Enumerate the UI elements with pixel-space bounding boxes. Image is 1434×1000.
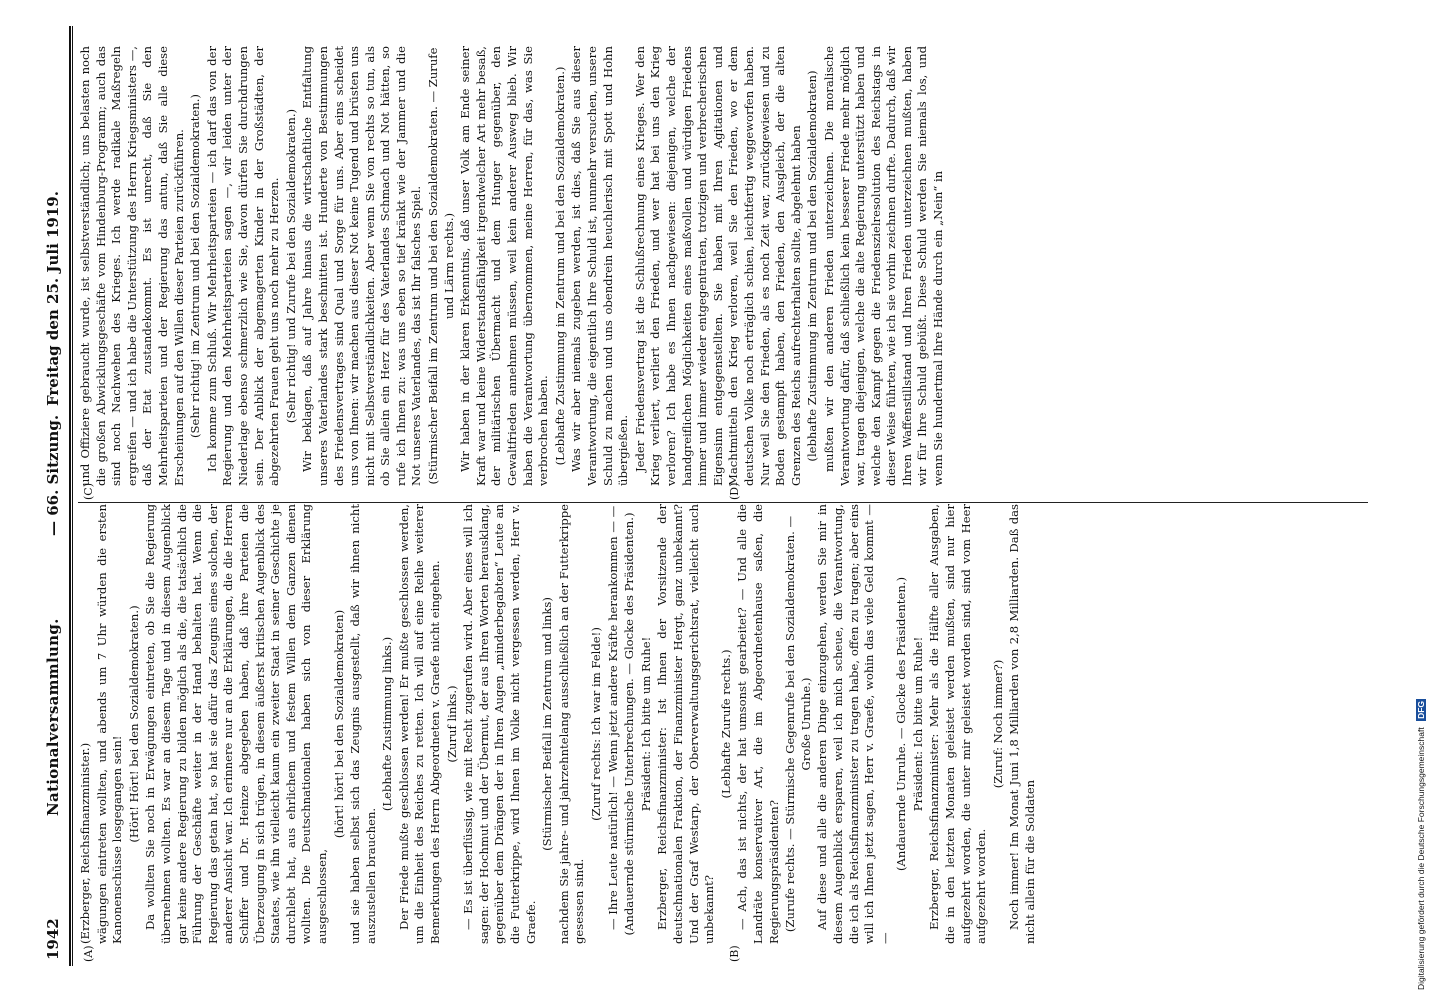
paragraph: (Zuruf: Noch immer?) (990, 659, 1005, 789)
paragraph: Ich komme zum Schluß. Wir Mehrheitsparteien — ich darf das von der Regierung und den Mehrheitsparteien sagen —, wir leiden unter der Niederlage ebenso schmerzlich wie Sie, davon dürfen Sie durchdrungen sein. Der Anblick der abgemagerten Kinder in der Großstädten, der abgezehrten Frauen geht uns noch mehr zu Herzen. (204, 46, 282, 486)
paragraph: mußten wir den anderen Frieden unterzeichnen. Die moralische Verantwortung dafür, daß schließlich kein besserer Friede mehr möglich war, tragen diejenigen, welche die alte Regierung unterstützt haben und welche den Kampf gegen die Friedenszielresolution des Reichstags in dieser Weise führten, wie ich sie vorhin zeichnen durfte. Dadurch, daß wir Ihren Waffenstillstand und Ihren Frieden unterzeichnen mußten, haben wir für Ihre Schuld gebüßt. Diese Schuld werden Sie niemals los, und wenn Sie hundertmal Ihre Hände durch ein „Nein“ in (821, 46, 946, 486)
paragraph: Präsident: Ich bitte um Ruhe! (910, 636, 925, 812)
paragraph: — Ihre Leute natürlich! — Wenn jetzt andere Kräfte herankommen — — (605, 505, 620, 930)
margin-mark-d: (D) (728, 482, 741, 500)
paragraph: nachdem Sie jahre- und jahrzehntelang ausschließlich an der Futterkrippe gesessen sind. (556, 504, 587, 944)
paragraph: — Es ist überflüssig, wie mit Recht zugerufen wird. Aber eines will ich sagen: der Hochmut und der Übermut, der aus Ihren Worten herausklang, gegenüber dem Drängen der in Ihren Augen „minderbegabten“ Leute an die Futterkrippe, wird Ihnen im Volke nicht vergessen werden, Herr v. Graefe. (461, 504, 538, 944)
digitization-sidebar (1414, 0, 1430, 1000)
paragraph: (Zurufe rechts. — Stürmische Gegenrufe bei den Sozialdemokraten. — Große Unruhe.) (783, 515, 813, 933)
left-text-column (78, 504, 1368, 944)
paragraph: (Sehr richtig! im Zentrum und bei den Sozialdemokraten.) (188, 94, 203, 438)
column-divider (78, 502, 1368, 503)
session-date: Freitag den 25. Juli 1919. (44, 191, 62, 406)
sidebar-credit (1416, 0, 1430, 990)
margin-mark-a: (A) (82, 945, 95, 962)
paragraph: Noch immer! Im Monat Juni 1,8 Milliarden von 2,8 Milliarden. Daß das nicht allein für die Soldaten (1007, 504, 1038, 944)
paragraph: (Zuruf links.) (444, 685, 459, 763)
paragraph: (Hört! Hört! bei den Sozialdemokraten.) (126, 605, 141, 843)
paragraph: (Lebhafte Zustimmung links.) (380, 636, 395, 812)
paragraph: Jeder Friedensvertrag ist die Schlußrechnung eines Krieges. Wer den Krieg verliert, verliert den Frieden, und wer hat bei uns den Krieg verloren? Ich habe es Ihnen nachgewiesen: diejenigen, welche der handgreiflichen Möglichkeiten eines maßvollen und würdigen Friedens immer und immer wieder entgegentraten, trotzigen und verbrecherischen Eigensinn entgegenstellten. Sie haben mit Ihren Agitationen und Machtmitteln den Krieg verloren, weil Sie den Frieden, wo er dem deutschen Volke noch erträglich schien, leichtfertig weggeworfen haben. Nur weil Sie den Frieden, als es noch Zeit war, zurückgewiesen und zu Boden gestampft haben, den Frieden, den Ausgleich, der die alten Grenzen des Reichs aufrechterhalten sollte, abgelehnt haben (632, 46, 803, 486)
header-rule-thin (72, 26, 73, 966)
margin-mark-b: (B) (728, 945, 741, 962)
dfg-logo: DFG (1416, 700, 1426, 719)
paragraph: (Erzberger, Reichsfinanzminister.) (78, 742, 92, 944)
paragraph: und sie haben selbst sich das Zeugnis ausgestellt, daß wir ihnen nicht auszustellen brauchen. (348, 504, 378, 944)
paragraph: Da wollten Sie noch in Erwägungen eintreten, ob Sie die Regierung übernehmen wollten. Es war an diesem Tage und in diesem Augenblick gar keine andere Regierung zu bilden möglich als die, die tatsächlich die Führung der Geschäfte weiter in der Hand behalten hat. Wenn die Regierung das getan hat, so hat sie dafür das Zeugnis eines solchen, der anderer Ansicht war. Ich erinnere nur an die Erklärungen, die die Herren Schiffer und Dr. Heinze abgegeben haben, daß ihre Parteien die Überzeugung in sich trügen, in diesem äußerst kritischen Augenblick des Staates, wie ihn vielleicht kaum ein zweiter Staat in seiner Geschichte je durchlebt hat, aus ehrlichem und festem Willen dem Ganzen dienen wollten. Die Deutschnationalen haben sich von dieser Erklärung ausgeschlossen, (143, 504, 329, 944)
paragraph: — Ach, das ist nichts, der hat umsonst gearbeitet? — Und alle die Landräte konservativer Art, die im Abgeordnetenhause saßen, die Regierungspräsidenten? (735, 504, 781, 944)
paragraph: Wir haben in der klaren Erkenntnis, daß unser Volk am Ende seiner Kraft war und keine Widerstandsfähigkeit irgendwelcher Art mehr besaß, der militärischen Übermacht und dem Hunger gegenüber, den Gewaltfrieden annehmen müssen, weil kein anderer Ausweg blieb. Wir haben die Verantwortung übernommen, meine Herren, für das, was Sie verbrochen haben. (458, 46, 551, 486)
session-number: — 66. Sitzung. (44, 414, 62, 536)
paragraph: (Sehr richtig! und Zurufe bei den Sozialdemokraten.) (283, 108, 298, 424)
paragraph: wägungen eintreten wollten, und abends um 7 Uhr würden die ersten Kanonenschüsse losgegangen sein! (94, 504, 125, 944)
paragraph: (Stürmischer Beifall im Zentrum und bei den Sozialdemokraten. — Zurufe und Lärm rechts.) (426, 47, 456, 485)
paragraph: (Lebhafte Zustimmung im Zentrum und bei den Sozialdemokraten.) (552, 66, 567, 466)
paragraph: (Zuruf rechts: Ich war im Felde!) (589, 627, 603, 821)
rotated-page-content (38, 26, 1378, 966)
sidebar-credit-text: Digitalisierung gefördert durch die Deutsche Forschungsgemeinschaft (1416, 727, 1426, 990)
paragraph: Der Friede mußte geschlossen werden! Er mußte geschlossen werden, um die Einheit des Reiches zu retten. Ich will auf eine Reihe weiterer Bemerkungen des Herrn Abgeordneten v. Graefe nicht eingehen. (396, 504, 443, 944)
paragraph: (hört! hört! bei den Sozialdemokraten) (331, 609, 346, 839)
header-rule (69, 26, 71, 966)
paragraph: (Andauernde stürmische Unterbrechungen. — Glocke des Präsidenten.) (622, 512, 637, 936)
paragraph: Wir beklagen, daß auf Jahre hinaus die wirtschaftliche Entfaltung unseres Vaterlandes stark beschnitten ist. Hunderte von Bestimmungen des Friedensvertrages sind Qual und Sorge für uns. Aber eins scheidet uns von Ihnen: wir machen aus dieser Not keine Tugend und brüsten uns nicht mit Selbstverständlichkeiten. Aber wenn Sie von rechts so tun, als ob Sie allein ein Herz für des Vaterlandes Schmach und Not hätten, so rufe ich Ihnen zu: was uns eben so tief kränkt wie der Jammer und die Not unseres Vaterlandes, das ist Ihr falsches Spiel. (300, 46, 424, 486)
paragraph: (Stürmischer Beifall im Zentrum und links) (540, 597, 555, 851)
right-text-column (78, 46, 1368, 486)
paragraph: Erzberger, Reichsfinanzminister: Ist Ihnen der Vorsitzende der deutschnationalen Fraktion, der Finanzminister Hergt, ganz unbekannt? Und der Graf Westarp, der Oberverwaltungsgerichtsrat, vielleicht auch unbekannt? (655, 504, 717, 944)
margin-mark-c: (C) (82, 483, 95, 500)
paragraph: und Offiziere gebraucht wurde, ist selbstverständlich; uns belasten noch die großen Abwicklungsgeschäfte vom Hindenburg-Programm; auch das sind noch Nachwehen des Krieges. Ich werde radikale Maßregeln ergreifen — und ich habe die Unterstützung des Herrn Kriegsministers —, daß der Etat zustandekommt. Es ist unrecht, daß Sie den Mehrheitsparteien und der Regierung das antun, daß Sie alle diese Erscheinungen auf den Willen dieser Parteien zurückführen. (78, 46, 186, 486)
paragraph: Was wir aber niemals zugeben werden, ist dies, daß Sie aus dieser Verantwortung, die eigentlich Ihre Schuld ist, nunmehr versuchen, unsere Schuld zu machen und uns obendrein heuchlerisch mit Spott und Hohn übergießen. (569, 46, 631, 486)
page-header (38, 26, 68, 966)
paragraph: (Andauernde Unruhe. — Glocke des Präsidenten.) (894, 576, 909, 872)
paragraph: (Lebhafte Zurufe rechts.) (718, 649, 733, 799)
page-number: 1942 (44, 918, 62, 960)
assembly-name: Nationalversammlung. (44, 618, 62, 816)
paragraph: Auf diese und alle die anderen Dinge einzugehen, werden Sie mir in diesem Augenblick ersparen, weil ich mich scheue, die Verantwortung, die ich als Reichsfinanzminister zu tragen habe, offen zu tragen; aber eins will ich Ihnen jetzt sagen, Herr v. Graefe, wohin das viele Geld kommt — — (815, 504, 892, 944)
paragraph: Präsident: Ich bitte um Ruhe! (638, 636, 653, 812)
paragraph: (lebhafte Zustimmung im Zentrum und bei den Sozialdemokraten) (805, 70, 820, 462)
paragraph: Erzberger, Reichsfinanzminister: Mehr als die Hälfte aller Ausgaben, die in den letzten Monaten geleistet werden mußten, sind nur hier aufgezehrt worden, die unter mir geleistet worden sind, sind vom Heer aufgezehrt worden. (927, 504, 989, 944)
